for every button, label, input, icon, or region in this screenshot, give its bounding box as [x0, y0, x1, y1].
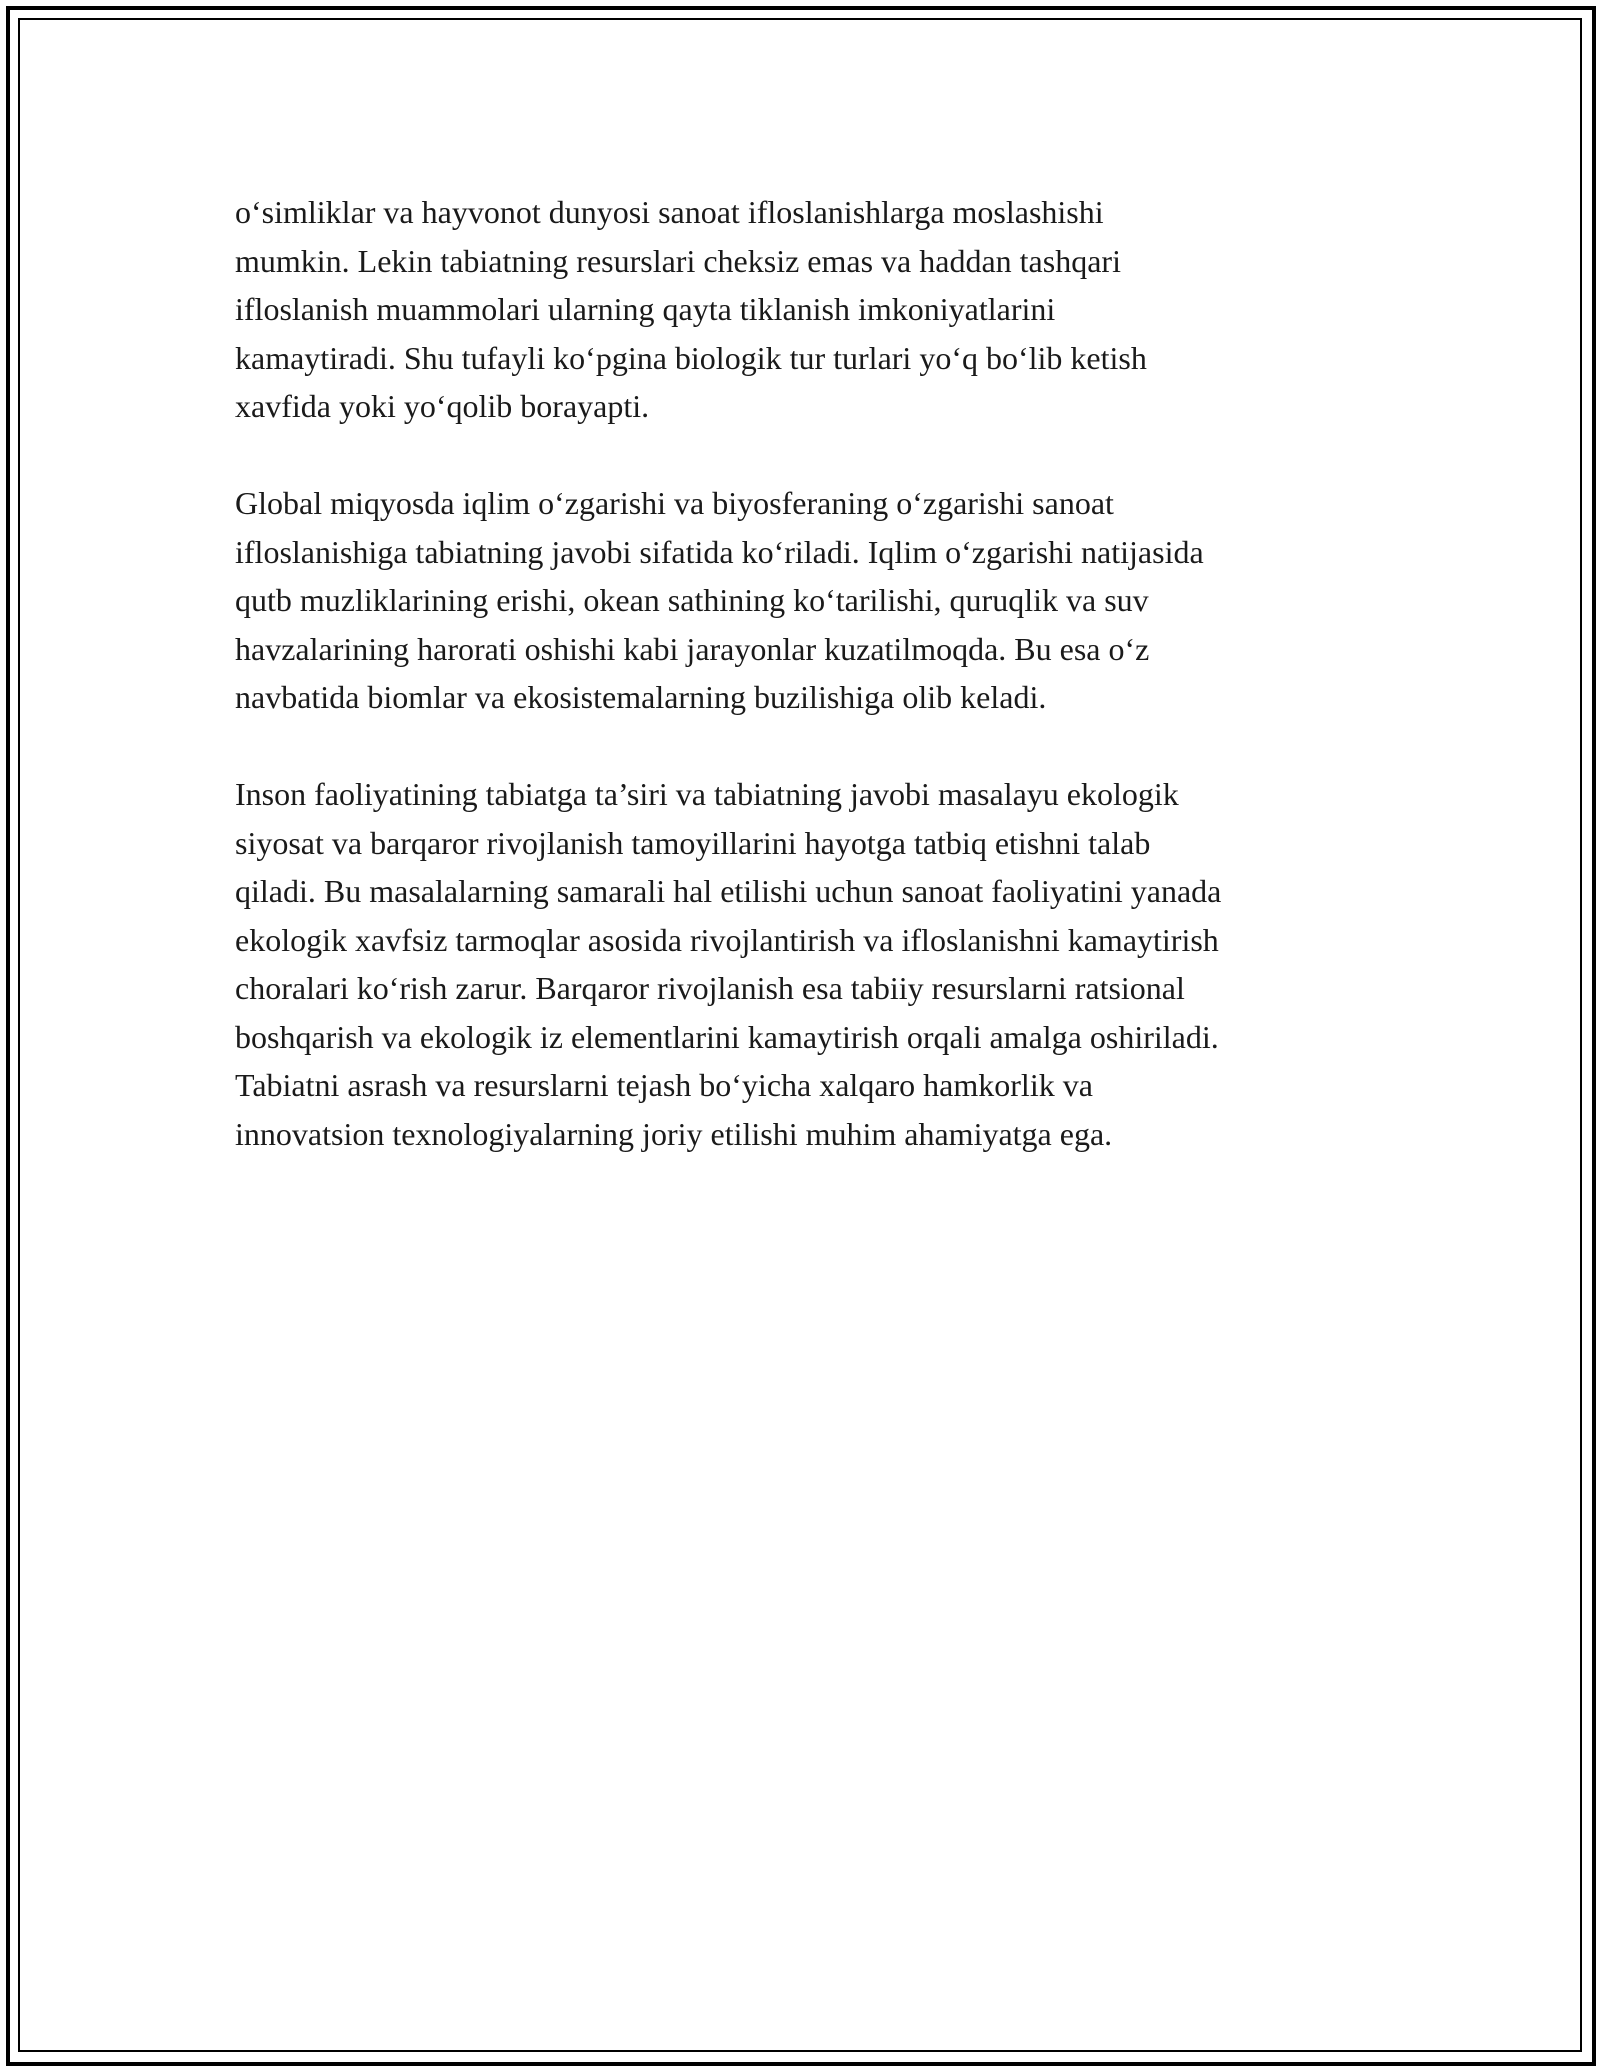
document-body [235, 188, 1375, 1207]
paragraph-line: havzalarining harorati oshishi kabi jarayonlar kuzatilmoqda. Bu esa o‘z [235, 630, 1150, 667]
paragraph-line: siyosat va barqaror rivojlanish tamoyillarini hayotga tatbiq etishni talab [235, 824, 1151, 861]
paragraph-line: Inson faoliyatining tabiatga ta’siri va tabiatning javobi masalayu ekologik [235, 776, 1179, 812]
paragraph-line: ekologik xavfsiz tarmoqlar asosida rivojlantirish va ifloslanishni kamaytirish [235, 921, 1219, 958]
paragraph-line: ifloslanishiga tabiatning javobi sifatida ko‘riladi. Iqlim o‘zgarishi natijasida [235, 533, 1204, 570]
paragraph-line: Tabiatni asrash va resurslarni tejash bo‘yicha xalqaro hamkorlik va [235, 1067, 1093, 1103]
paragraph-line: navbatida biomlar va ekosistemalarning buzilishiga olib keladi. [235, 679, 1047, 715]
paragraph-line: choralari ko‘rish zarur. Barqaror rivojlanish esa tabiiy resurslarni ratsional [235, 970, 1185, 1006]
paragraph-line: ifloslanish muammolari ularning qayta tiklanish imkoniyatlarini [235, 291, 1056, 327]
paragraph-1 [235, 188, 1375, 431]
paragraph-3 [235, 770, 1375, 1158]
paragraph-line: mumkin. Lekin tabiatning resurslari cheksiz emas va haddan tashqari [235, 242, 1121, 279]
paragraph-line: xavfida yoki yo‘qolib borayapti. [235, 388, 650, 424]
paragraph-line: o‘simliklar va hayvonot dunyosi sanoat ifloslanishlarga moslashishi [235, 194, 1104, 230]
paragraph-2 [235, 479, 1375, 722]
paragraph-line: qutb muzliklarining erishi, okean sathining ko‘tarilishi, quruqlik va suv [235, 582, 1149, 618]
paragraph-line: qiladi. Bu masalalarning samarali hal etilishi uchun sanoat faoliyatini yanada [235, 873, 1222, 909]
paragraph-line: kamaytiradi. Shu tufayli ko‘pgina biologik tur turlari yo‘q bo‘lib ketish [235, 339, 1147, 376]
paragraph-line: innovatsion texnologiyalarning joriy etilishi muhim ahamiyatga ega. [235, 1115, 1113, 1152]
paragraph-line: Global miqyosda iqlim o‘zgarishi va biyosferaning o‘zgarishi sanoat [235, 485, 1114, 521]
paragraph-line: boshqarish va ekologik iz elementlarini kamaytirish orqali amalga oshiriladi. [235, 1018, 1219, 1055]
